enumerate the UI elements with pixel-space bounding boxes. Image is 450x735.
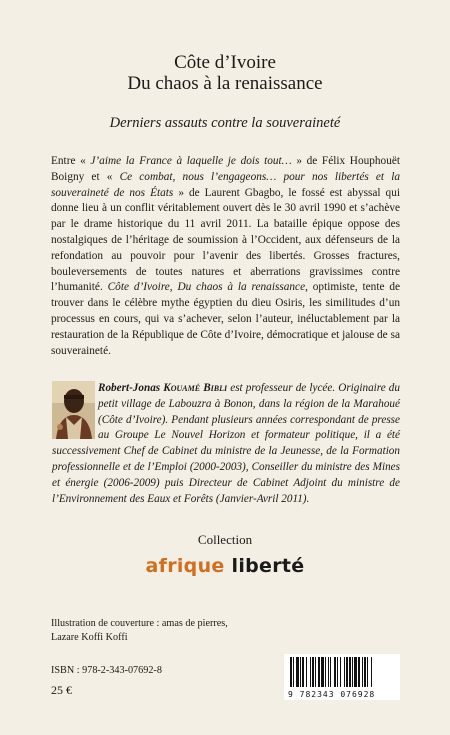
collection-logo-part-1: afrique bbox=[145, 555, 225, 577]
price: 25 € bbox=[51, 683, 72, 697]
blurb-paragraph bbox=[51, 154, 400, 359]
barcode-bar bbox=[315, 657, 316, 687]
barcode-bar bbox=[306, 657, 307, 687]
barcode-bar bbox=[346, 657, 348, 687]
barcode-bar bbox=[293, 657, 294, 687]
collection-logo bbox=[0, 555, 450, 577]
credit-line-2: Lazare Koffi Koffi bbox=[51, 632, 128, 643]
blurb-text-b: » de Félix Houphouët Boigny et « bbox=[51, 155, 400, 183]
title-block bbox=[0, 52, 450, 95]
barcode-bar bbox=[364, 657, 366, 687]
author-name-first: Robert-Jonas bbox=[98, 382, 164, 394]
barcode-bar bbox=[310, 657, 311, 687]
barcode-bar bbox=[371, 657, 372, 687]
blurb-text-a: Entre « bbox=[51, 155, 91, 167]
barcode-bar bbox=[296, 657, 299, 687]
barcode-bar bbox=[358, 657, 360, 687]
barcode-bars bbox=[284, 654, 400, 690]
barcode-digits: 9 782343 076928 bbox=[288, 690, 400, 699]
author-bio bbox=[52, 381, 400, 507]
barcode-bar bbox=[321, 657, 324, 687]
blurb-text-c: » de Laurent Gbagbo, le fossé est abyssal qui donne lieu à un conflit véritablement ouvert dès le 30 avril 1990 et s’achève par le drame historique du 11 avril 2011. La bataille épique oppose des nostalgiques de l’héritage de soumission à l’Occident, aux défenseurs de la refondation au pouvoir pour l’avenir des libertés. Grosses fractures, bouleversements de toutes natures et aberrations gravissimes contre l’humanité. bbox=[51, 186, 400, 294]
author-name-last-2: Bibli bbox=[200, 382, 228, 394]
barcode-bar bbox=[337, 657, 338, 687]
barcode-bar bbox=[328, 657, 329, 687]
barcode-bar bbox=[312, 657, 314, 687]
blurb-book-title: Côte d’Ivoire, Du chaos à la renaissance bbox=[107, 281, 306, 294]
blurb-quote-1: J’aime la France à laquelle je dois tout… bbox=[90, 155, 292, 167]
cover-illustration-credit bbox=[51, 617, 311, 645]
barcode-bar bbox=[367, 657, 368, 687]
credit-line-1: Illustration de couverture : amas de pierres, bbox=[51, 618, 228, 629]
barcode-bar bbox=[334, 657, 336, 687]
barcode-bar bbox=[325, 657, 326, 687]
author-bio-text: est professeur de lycée. Originaire du petit village de Labouzra à Bonon, dans la région de la Marahoué (Côte d’Ivoire). Pendant plusieurs années correspondant de presse au Groupe Le Nouvel Horizon et formateur politique, il a été successivement Chef de Cabinet du ministre de la Jeunesse, de la Formation professionnelle et de l’Emploi (2000-2003), Conseiller du ministre des Mines et énergie (2006-2009) puis Directeur de Cabinet Adjoint du ministre de l’Environnement des Eaux et Forêts (Janvier-Avril 2011). bbox=[52, 382, 400, 505]
barcode-bar bbox=[349, 657, 351, 687]
author-portrait-icon bbox=[52, 381, 95, 439]
title-line-1: Côte d’Ivoire bbox=[174, 52, 276, 73]
isbn: ISBN : 978-2-343-07692-8 bbox=[51, 665, 162, 676]
collection-label: Collection bbox=[197, 532, 253, 547]
barcode-bar bbox=[300, 657, 301, 687]
author-name-last: Kouamé bbox=[163, 382, 201, 394]
barcode-bar bbox=[340, 657, 341, 687]
barcode-bar bbox=[352, 657, 353, 687]
barcode-bar bbox=[290, 657, 292, 687]
barcode-bar bbox=[344, 657, 345, 687]
barcode-bar bbox=[354, 657, 357, 687]
barcode-bar bbox=[362, 657, 363, 687]
barcode-bar bbox=[318, 657, 320, 687]
author-section bbox=[52, 381, 400, 521]
barcode-bar bbox=[330, 657, 331, 687]
title-line-2: Du chaos à la renaissance bbox=[127, 73, 323, 94]
blurb-text-d: , optimiste, tente de trouver dans le célèbre mythe égyptien du dieu Osiris, les similitudes d’un processus en cours, qui va s’achever, selon l’auteur, inéluctablement par la restauration de la République de Côte d’Ivoire, démocratique et jalouse de sa souveraineté. bbox=[51, 281, 400, 357]
blurb-quote-2: Ce combat, nous l’engageons… pour nos libertés et la souveraineté de nos États bbox=[51, 170, 401, 199]
collection-logo-part-2: liberté bbox=[231, 555, 305, 577]
barcode-bar bbox=[302, 657, 304, 687]
subtitle: Derniers assauts contre la souveraineté bbox=[109, 115, 341, 131]
